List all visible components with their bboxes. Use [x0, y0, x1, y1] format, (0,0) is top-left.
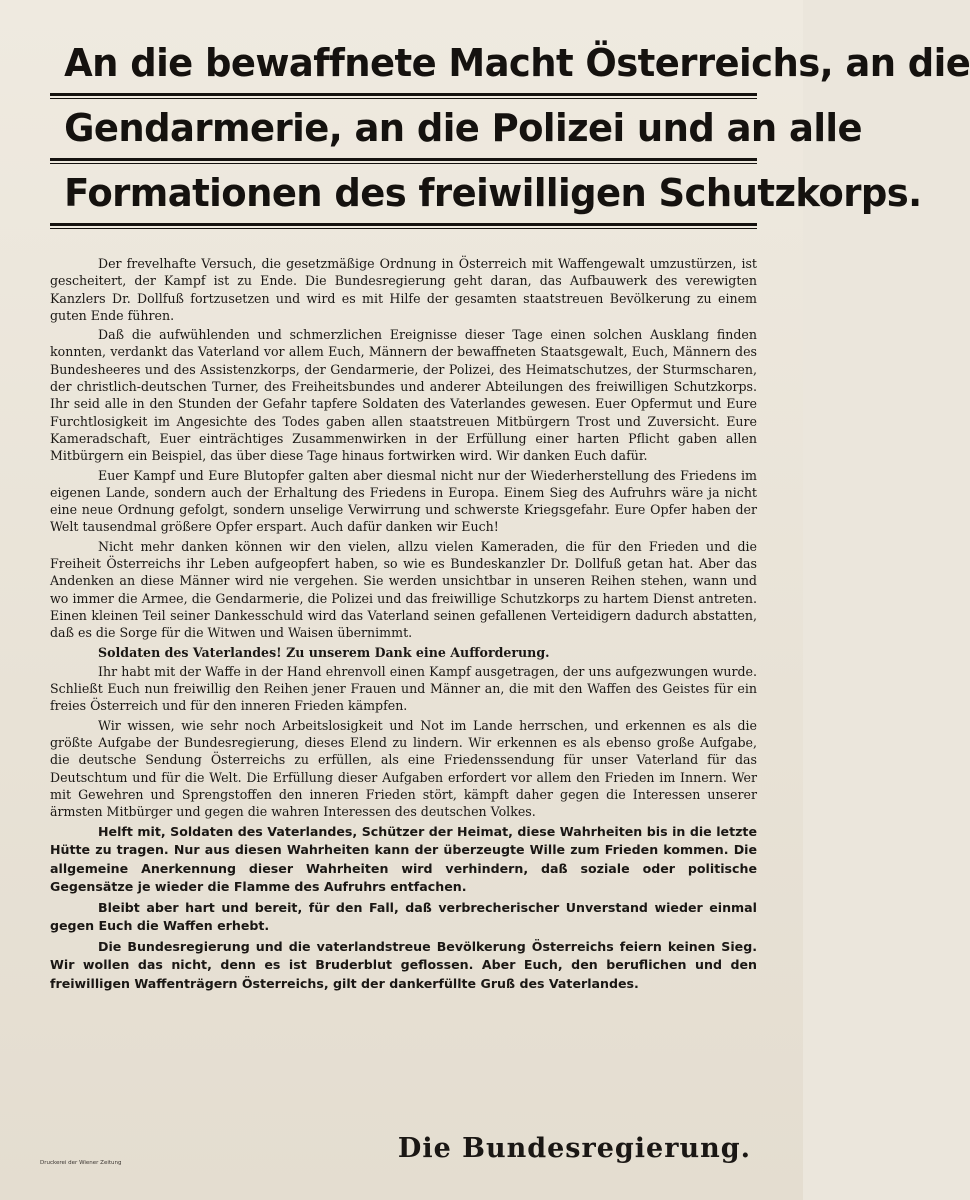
- printer-imprint: Druckerei der Wiener Zeitung: [40, 1160, 122, 1166]
- bold-paragraph-1: Helft mit, Soldaten des Vaterlandes, Schützer der Heimat, diese Wahrheiten bis in die letzte Hütte zu tragen. Nur aus diesen Wahrheiten kann der überzeugte Wille zum Frieden kommen. Die allgemeine Anerkennung dieser Wahrheiten wird verhindern, daß soziale oder politische Gegensätze je wieder die Flamme des Aufruhrs entfachen.: [50, 823, 757, 894]
- signature: Die Bundesregierung.: [397, 1133, 751, 1164]
- title-rule-3: [50, 223, 757, 229]
- paragraph-2: Daß die aufwühlenden und schmerzlichen Ereignisse dieser Tage einen solchen Ausklang finden konnten, verdankt das Vaterland vor allem Euch, Männern der bewaffneten Staatsgewalt, Euch, Männern des Bundesheeres und des Assistenzkorps, der Gendarmerie, der Polizei, des Heimatschutzes, der Sturmscharen, der christlich-deutschen Turner, des Freiheitsbundes und anderer Abteilungen des freiwilligen Schutzkorps. Ihr seid alle in den Stunden der Gefahr tapfere Soldaten des Vaterlandes gewesen. Euer Opfermut und Eure Furchtlosigkeit im Angesichte des Todes gaben allen staatstreuen Mitbürgern Trost und Zuversicht. Eure Kameradschaft, Euer einträchtiges Zusammenwirken in der Erfüllung einer harten Pflicht gaben allen Mitbürgern ein Beispiel, das über diese Tage hinaus fortwirken wird. Wir danken Euch dafür.: [50, 327, 757, 464]
- paragraph-6: Ihr habt mit der Waffe in der Hand ehrenvoll einen Kampf ausgetragen, der uns aufgezwungen wurde. Schließt Euch nun freiwillig den Reihen jener Frauen und Männer an, die mit den Waffen des Geistes für ein freies Österreich und für den inneren Frieden kämpfen.: [50, 663, 757, 714]
- title-line-3: Formationen des freiwilligen Schutzkorps.: [64, 171, 922, 216]
- bold-paragraph-2: Bleibt aber hart und bereit, für den Fall, daß verbrecherischer Unverstand wieder einmal gegen Euch die Waffen erhebt.: [50, 899, 757, 933]
- title-line-1: An die bewaffnete Macht Österreichs, an die: [64, 41, 970, 86]
- paragraph-1: Der frevelhafte Versuch, die gesetzmäßige Ordnung in Österreich mit Waffengewalt umzustürzen, ist gescheitert, der Kampf ist zu Ende. Die Bundesregierung geht daran, das Aufbauwerk des verewigten Kanzlers Dr. Dollfuß fortzusetzen und wird es mit Hilfe der gesamten staatstreuen Bevölkerung zu einem guten Ende führen.: [50, 256, 757, 323]
- paragraph-4: Nicht mehr danken können wir den vielen, allzu vielen Kameraden, die für den Frieden und die Freiheit Österreichs ihr Leben aufgeopfert haben, so wie es Bundeskanzler Dr. Dollfuß getan hat. Aber das Andenken an diese Männer wird nie vergehen. Sie werden unsichtbar in unseren Reihen stehen, wann und wo immer die Armee, die Gendarmerie, die Polizei und das freiwillige Schutzkorps zu hartem Dienst antreten. Einen kleinen Teil seiner Dankesschuld wird das Vaterland seinen gefallenen Verteidigern dadurch abstatten, daß es die Sorge für die Witwen und Waisen übernimmt.: [50, 538, 757, 641]
- paragraph-3: Euer Kampf und Eure Blutopfer galten aber diesmal nicht nur der Wiederherstellung des Friedens im eigenen Lande, sondern auch der Erhaltung des Friedens in Europa. Einem Sieg des Aufruhrs wäre ja nicht eine neue Ordnung gefolgt, sondern unselige Verwirrung und schwerste Kriegsgefahr. Eure Opfer haben der Welt tausendmal größere Opfer erspart. Auch dafür danken wir Euch!: [50, 467, 757, 535]
- body-text: [50, 255, 757, 821]
- title-block: [50, 38, 970, 229]
- bold-paragraph-3: Die Bundesregierung und die vaterlandstreue Bevölkerung Österreichs feiern keinen Sieg. Wir wollen das nicht, denn es ist Bruderblut geflossen. Aber Euch, den beruflichen und den freiwilligen Waffenträgern Österreichs, gilt der dankerfüllte Gruß des Vaterlandes.: [50, 938, 757, 991]
- paragraph-7: Wir wissen, wie sehr noch Arbeitslosigkeit und Not im Lande herrschen, und erkennen es als die größte Aufgabe der Bundesregierung, dieses Elend zu lindern. Wir erkennen es als ebenso große Aufgabe, die deutsche Sendung Österreichs zu erfüllen, als eine Friedenssendung für unser Vaterland für das Deutschtum und für die Welt. Die Erfüllung dieser Aufgaben erfordert vor allem den Frieden im Innern. Wer mit Gewehren und Sprengstoffen den inneren Frieden stört, kämpft daher gegen die Interessen unserer ärmsten Mitbürger und gegen die wahren Interessen des deutschen Volkes.: [50, 717, 757, 820]
- bold-section: [50, 823, 757, 994]
- paragraph-5: Soldaten des Vaterlandes! Zu unserem Dank eine Aufforderung.: [98, 644, 550, 660]
- title-line-2: Gendarmerie, an die Polizei und an alle: [64, 106, 863, 151]
- title-rule-2: [50, 158, 757, 164]
- title-rule-1: [50, 93, 757, 99]
